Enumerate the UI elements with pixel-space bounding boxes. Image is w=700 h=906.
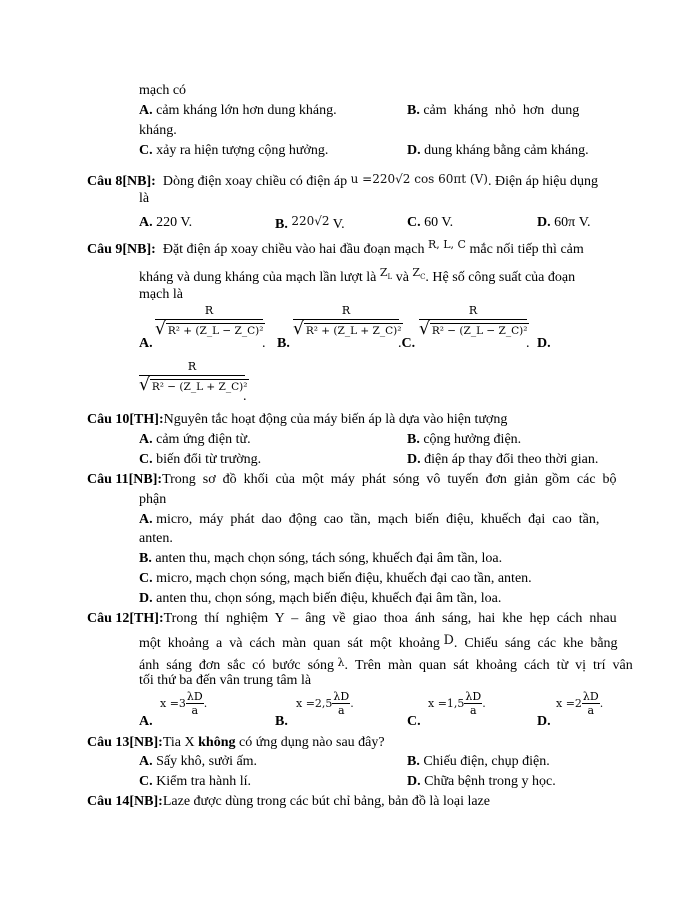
q9-number: Câu 9[NB]: bbox=[87, 242, 156, 257]
q9-stem: Câu 9[NB]: Đặt điện áp xoay chiều vào hai đầu đoạn mạch $^{R, L, C}$ mắc nối tiếp thì cảm bbox=[87, 238, 584, 257]
q12-option-a-label: A. bbox=[139, 714, 153, 729]
q9-stem-cont: kháng và dung kháng của mạch lần lượt là $^{Z_L}$ và $^{Z_C}$. Hệ số công suất của đoạn bbox=[139, 266, 576, 285]
q13-option-a: A. Sấy khô, sưởi ấm. bbox=[139, 754, 258, 769]
exam-page: mạch có A. cảm kháng lớn hơn dung kháng. B. cảm kháng nhỏ hơn dung kháng. C. xảy ra hiện tượng cộng hưởng. D. dung kháng bằng cảm kháng. Câu 8[NB]: Dòng điện xoay chiều có điện áp u =220√2 cos 60πt (V). Điện áp hiệu dụng là A. 220 V. B. 220√2 V. C. 60 V. D. 60π V. Câu 9[NB]: Đặt điện áp xoay chiều vào hai đầu đoạn mạch $^{R, L, C}$ mắc nối tiếp thì cảm kháng và dung kháng của mạch lần lượt là $^{Z_L}$ và $^{Z_C}$. Hệ số công suất của đoạn mạch là A. R √ R² + (Z_L − Z_C)² . B. R √ R² + (Z_L + Z_C)² .C. R √ R² − (Z_L − Z_C)² . D. R √ R² − (Z_L + Z_C)² . Câu 10[TH]:Nguyên tắc hoạt động của máy biến áp là dựa vào hiện tượng A. cảm ứng điện từ. B. cộng hưởng điện. C. biến đổi từ trường. D. điện áp thay đổi theo thời gian. Câu 11[NB]:Trong sơ đồ khối của một máy phát sóng vô tuyến đơn giản gồm các bộ phận A. micro, máy phát dao động cao tần, mạch biến điệu, khuếch đại cao tần, anten. B. anten thu, mạch chọn sóng, tách sóng, khuếch đại âm tần, loa. C. micro, mạch chọn sóng, mạch biến điệu, khuếch đại cao tần, anten. D. anten thu, chọn sóng, mạch biến điệu, khuếch đại âm tần, loa. Câu 12[TH]:Trong thí nghiệm Y – âng về giao thoa ánh sáng, hai khe hẹp cách nhau một khoảng a và cách màn quan sát một khoảng D. Chiếu sáng các khe bằng ánh sáng đơn sắc có bước sóng $^\lambda$. Trên màn quan sát khoảng cách từ vị trí vân tối thứ ba đến vân trung tâm là A. x =3 $\frac{\lambda D}{a}$ . B. x =2,5 $\frac{\lambda D}{a}$ . C. x =1,5 $\frac{\lambda D}{a}$ . D. x =2 $\frac{\lambda D}{a}$ . Câu 13[NB]:Tia X không có ứng dụng nào sau đây? A. Sấy khô, sưởi ấm. B. Chiếu điện, chụp điện. C. Kiểm tra hành lí. D. Chữa bệnh trong y học. Câu 14[NB]:Laze được dùng trong các bút chỉ bảng, bản đồ là loại laze bbox=[87, 83, 633, 809]
q11-option-a-cont: anten. bbox=[139, 531, 173, 546]
q12-option-b-label: B. bbox=[275, 714, 288, 729]
q7-option-c: C. xảy ra hiện tượng cộng hưởng. bbox=[139, 143, 329, 158]
q11-stem: Câu 11[NB]:Trong sơ đồ khối của một máy phát sóng vô tuyến đơn giản gồm các bộ bbox=[87, 472, 617, 487]
q10-stem: Câu 10[TH]:Nguyên tắc hoạt động của máy biến áp là dựa vào hiện tượng bbox=[87, 412, 508, 427]
q12-option-d-label: D. bbox=[537, 714, 551, 729]
q12-stem-cont3: tối thứ ba đến vân trung tâm là bbox=[139, 673, 312, 688]
q9-option-a-label: A. bbox=[139, 336, 153, 351]
q12-stem-cont2: ánh sáng đơn sắc có bước sóng $^\lambda$. Trên màn quan sát khoảng cách từ vị trí vân bbox=[139, 656, 633, 673]
q9-rlc: R, L, C bbox=[427, 238, 466, 251]
q8-option-d: D. 60π V. bbox=[537, 215, 591, 230]
q9-option-d-label: D. bbox=[537, 336, 551, 351]
q13-option-c: C. Kiểm tra hành lí. bbox=[139, 774, 251, 789]
q7-option-a: A. cảm kháng lớn hơn dung kháng. bbox=[139, 103, 337, 118]
q12-option-c-label: C. bbox=[407, 714, 421, 729]
q13-stem: Câu 13[NB]:Tia X không có ứng dụng nào sau đây? bbox=[87, 735, 385, 750]
q10-option-b: B. cộng hưởng điện. bbox=[407, 432, 522, 447]
q9-option-b-formula: R √ R² + (Z_L + Z_C)² bbox=[293, 304, 402, 339]
q10-option-c: C. biến đổi từ trường. bbox=[139, 452, 262, 467]
q11-option-c: C. micro, mạch chọn sóng, mạch biến điệu, khuếch đại cao tần, anten. bbox=[139, 571, 532, 586]
q9-option-d-formula: R √ R² − (Z_L + Z_C)² bbox=[139, 360, 248, 395]
q9-option-a-formula: R √ R² + (Z_L − Z_C)² bbox=[155, 304, 264, 339]
q11-option-b: B. anten thu, mạch chọn sóng, tách sóng, khuếch đại âm tần, loa. bbox=[139, 551, 503, 566]
q13-option-d: D. Chữa bệnh trong y học. bbox=[407, 774, 556, 789]
q9-option-b-label: B. bbox=[277, 336, 290, 351]
q11-stem-cont: phận bbox=[139, 492, 167, 507]
q10-option-a: A. cảm ứng điện từ. bbox=[139, 432, 251, 447]
q8-voltage-formula: u =220√2 cos 60πt (V) bbox=[350, 172, 488, 186]
q9-option-c-label: .C. bbox=[398, 336, 416, 351]
q12-option-b-formula: x =2,5 $\frac{\lambda D}{a}$ . bbox=[296, 690, 354, 717]
q8-number: Câu 8[NB]: bbox=[87, 174, 156, 189]
q12-number: Câu 12[TH]: bbox=[87, 611, 164, 626]
q12-option-c-formula: x =1,5 $\frac{\lambda D}{a}$ . bbox=[428, 690, 486, 717]
q8-option-c: C. 60 V. bbox=[407, 215, 454, 230]
q9-option-c-formula: R √ R² − (Z_L − Z_C)² bbox=[419, 304, 528, 339]
q9-zc: ZC bbox=[412, 266, 426, 282]
q14-stem: Câu 14[NB]:Laze được dùng trong các bút chỉ bảng, bản đồ là loại laze bbox=[87, 794, 490, 809]
q13-number: Câu 13[NB]: bbox=[87, 735, 163, 750]
q7-option-b: B. cảm kháng nhỏ hơn dung bbox=[407, 103, 580, 118]
q11-option-a: A. micro, máy phát dao động cao tần, mạch biến điệu, khuếch đại cao tần, bbox=[139, 512, 600, 527]
q13-option-b: B. Chiếu điện, chụp điện. bbox=[407, 754, 550, 769]
q9-stem-cont2: mạch là bbox=[139, 287, 183, 302]
q11-option-d: D. anten thu, chọn sóng, mạch biến điệu, khuếch đại âm tần, loa. bbox=[139, 591, 502, 606]
q12-option-a-formula: x =3 $\frac{\lambda D}{a}$ . bbox=[160, 690, 208, 717]
q8-stem: Câu 8[NB]: Dòng điện xoay chiều có điện áp u =220√2 cos 60πt (V). Điện áp hiệu dụng bbox=[87, 172, 598, 189]
q12-option-d-formula: x =2 $\frac{\lambda D}{a}$ . bbox=[556, 690, 604, 717]
q8-option-b: B. 220√2 V. bbox=[275, 214, 345, 232]
q7-option-b-cont: kháng. bbox=[139, 123, 177, 138]
q10-number: Câu 10[TH]: bbox=[87, 412, 164, 427]
q14-number: Câu 14[NB]: bbox=[87, 794, 163, 809]
q8-option-a: A. 220 V. bbox=[139, 215, 193, 230]
q12-stem: Câu 12[TH]:Trong thí nghiệm Y – âng về giao thoa ánh sáng, hai khe hẹp cách nhau bbox=[87, 611, 617, 626]
q10-option-d: D. điện áp thay đổi theo thời gian. bbox=[407, 452, 599, 467]
q9-zl: ZL bbox=[379, 266, 393, 282]
q7-option-d: D. dung kháng bằng cảm kháng. bbox=[407, 143, 589, 158]
q11-number: Câu 11[NB]: bbox=[87, 472, 163, 487]
q7-stem-tail: mạch có bbox=[139, 83, 187, 98]
q8-stem-cont: là bbox=[139, 191, 150, 206]
q12-stem-cont: một khoảng a và cách màn quan sát một khoảng D. Chiếu sáng các khe bằng bbox=[139, 633, 618, 651]
